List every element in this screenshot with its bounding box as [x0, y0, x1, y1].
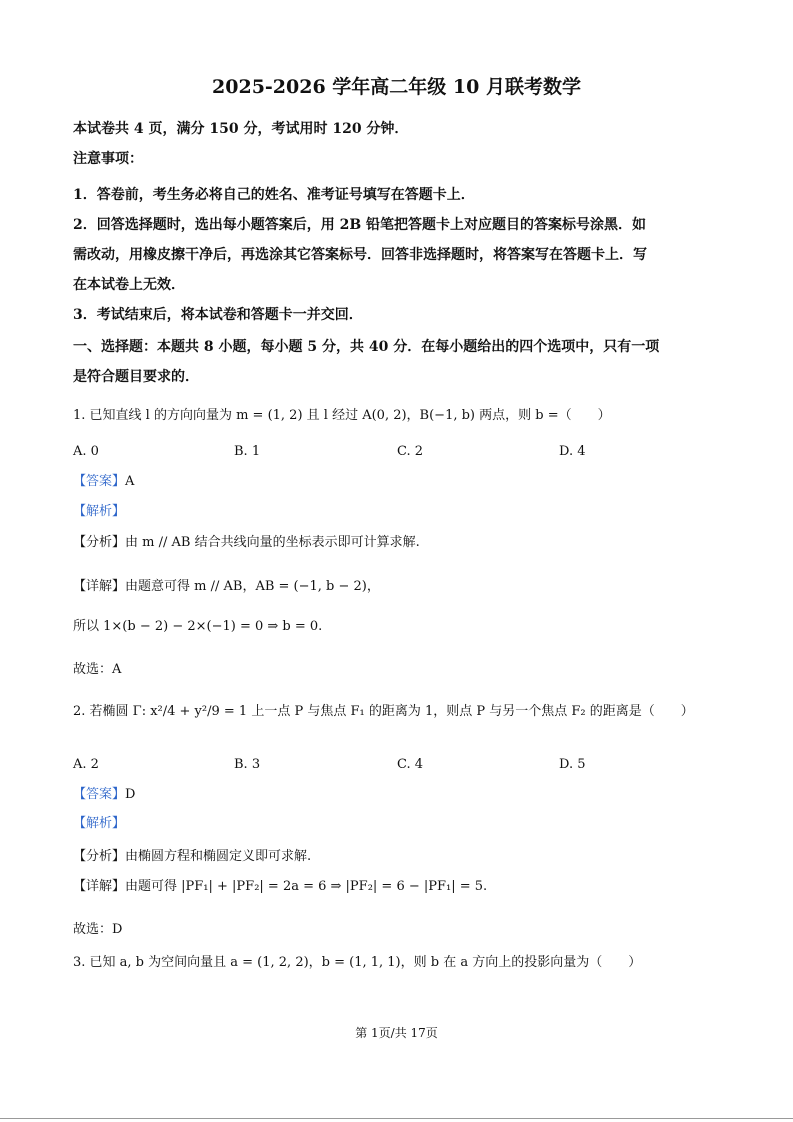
- q1-fenxi-text: 由 m // AB 结合共线向量的坐标表示即可计算求解.: [125, 535, 420, 550]
- exam-intro: 本试卷共 4 页，满分 150 分，考试用时 120 分钟．: [73, 121, 409, 137]
- notice-item-2-line2: 需改动，用橡皮擦干净后，再选涂其它答案标号．回答非选择题时，将答案写在答题卡上．写: [73, 247, 647, 263]
- question-2-stem: 2. 若椭圆 Γ: x²/4 + y²/9 = 1 上一点 P 与焦点 F₁ 的距离为 1，则点 P 与另一个焦点 F₂ 的距离是（ ）: [73, 704, 694, 719]
- q2-choose: 故选：D: [73, 922, 123, 937]
- notice-item-1: 1．答卷前，考生务必将自己的姓名、准考证号填写在答题卡上．: [73, 187, 475, 203]
- page-footer: 第 1页/共 17页: [355, 1026, 438, 1040]
- q2-option-c: C. 4: [397, 757, 424, 772]
- q2-fenxi-text: 由椭圆方程和椭圆定义即可求解.: [125, 849, 312, 864]
- q2-fenxi-row: [73, 848, 311, 866]
- q1-option-b: B. 1: [234, 444, 261, 459]
- q1-answer-row: [73, 473, 134, 491]
- fenxi-tag: 【分析】: [73, 849, 126, 864]
- q1-option-c: C. 2: [397, 444, 424, 459]
- q1-answer: A: [125, 474, 135, 489]
- detail-tag: 【详解】: [73, 879, 126, 894]
- q1-detail-line2: 所以 1×(b − 2) − 2×(−1) = 0 ⇒ b = 0.: [73, 619, 323, 634]
- page-bottom-divider: [0, 1118, 793, 1119]
- notice-item-2-line1: 2．回答选择题时，选出每小题答案后，用 2B 铅笔把答题卡上对应题目的答案标号涂黑．如: [73, 217, 647, 233]
- q2-answer-row: [73, 786, 135, 804]
- fenxi-tag: 【分析】: [73, 535, 126, 550]
- q1-detail-text: 由题意可得 m // AB，AB = (−1, b − 2)，: [125, 579, 380, 594]
- q1-choose: 故选：A: [73, 662, 122, 677]
- question-3-stem: 3. 已知 a, b 为空间向量且 a = (1, 2, 2)，b = (1, 1, 1)，则 b 在 a 方向上的投影向量为（ ）: [73, 955, 642, 970]
- q2-answer: D: [125, 787, 136, 802]
- notice-item-2-line3: 在本试卷上无效．: [73, 277, 185, 293]
- q2-detail-text: 由题可得 |PF₁| + |PF₂| = 2a = 6 ⇒ |PF₂| = 6 − |PF₁| = 5.: [125, 879, 488, 894]
- page-title: 2025-2026 学年高二年级 10 月联考数学: [212, 76, 581, 98]
- q2-analysis-tag: 【解析】: [73, 816, 126, 831]
- q1-analysis-tag: 【解析】: [73, 504, 126, 519]
- q1-option-a: A. 0: [73, 444, 99, 459]
- notice-heading: 注意事项：: [73, 151, 143, 167]
- question-1-stem: 1. 已知直线 l 的方向向量为 m = (1, 2) 且 l 经过 A(0, 2)，B(−1, b) 两点，则 b =（ ）: [73, 408, 611, 423]
- notice-item-3: 3．考试结束后，将本试卷和答题卡一并交回．: [73, 307, 363, 323]
- q2-option-a: A. 2: [73, 757, 99, 772]
- q2-option-b: B. 3: [234, 757, 261, 772]
- q1-detail-row: [73, 578, 380, 596]
- section-heading-line1: 一、选择题：本题共 8 小题，每小题 5 分，共 40 分．在每小题给出的四个选项中，只有一项: [73, 339, 660, 355]
- answer-tag: 【答案】: [73, 787, 126, 802]
- detail-tag: 【详解】: [73, 579, 126, 594]
- section-heading-line2: 是符合题目要求的．: [73, 369, 199, 385]
- q1-option-d: D. 4: [559, 444, 586, 459]
- q2-detail-row: [73, 878, 487, 896]
- answer-tag: 【答案】: [73, 474, 126, 489]
- q1-fenxi-row: [73, 534, 420, 552]
- q2-option-d: D. 5: [559, 757, 586, 772]
